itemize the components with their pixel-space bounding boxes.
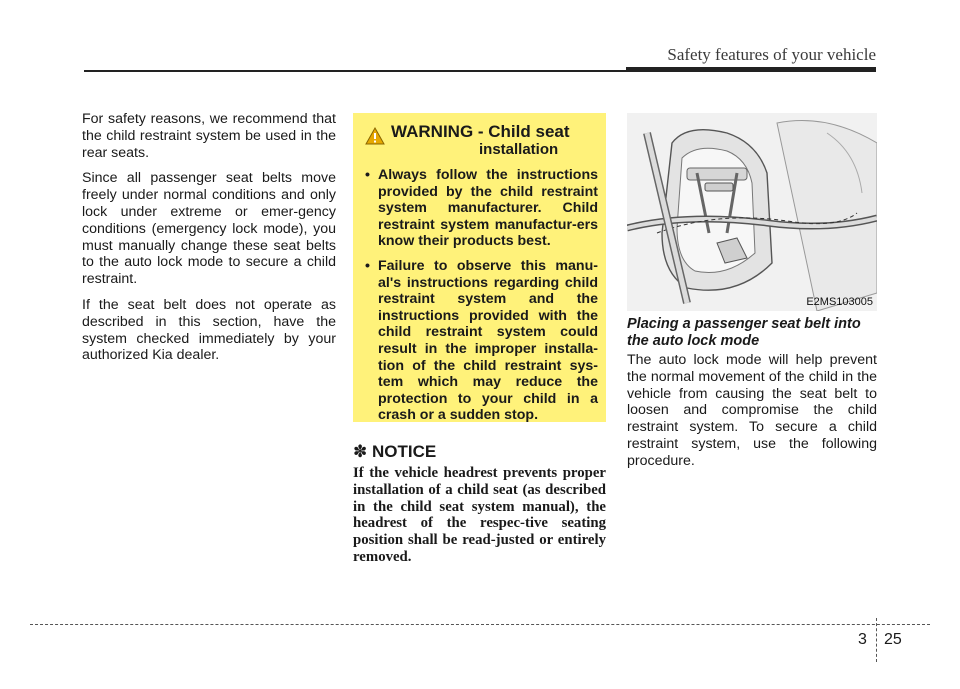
paragraph: For safety reasons, we recommend that the child restraint system be used in the rear seats. — [82, 111, 336, 161]
warning-item: • Failure to observe this manu-al's instructions regarding child restraint system and the instructions provided with the child restraint system could result in the improper installa-tion of the child restraint sys-tem which may reduce the protection to your child in a crash or a sudden stop. — [365, 258, 598, 424]
chapter-number: 3 — [858, 631, 867, 648]
warning-label: WARNING - Child seat — [391, 122, 570, 141]
section-title: Safety features of your vehicle — [667, 45, 876, 64]
warning-header — [365, 123, 598, 159]
warning-box — [353, 113, 606, 422]
footer-divider — [876, 618, 877, 662]
footer-rule — [30, 624, 930, 625]
sub-heading: Placing a passenger seat belt into the auto lock mode — [627, 316, 861, 349]
warning-title — [391, 123, 570, 159]
warning-triangle-icon — [365, 127, 391, 150]
notice-title: ✽ NOTICE — [353, 442, 437, 461]
warning-list — [365, 167, 598, 424]
right-column-body: The auto lock mode will help prevent the normal movement of the child in the vehicle from causing the seat belt to loosen and compromise the child restraint system. To secure a child restraint system, use the following procedure. — [627, 352, 877, 469]
page-number: 25 — [884, 631, 902, 648]
child-seat-drawing — [627, 113, 877, 311]
warning-item: • Always follow the instructions provided by the child restraint system manufacturer. Child restraint system manufactur-ers know their products best. — [365, 167, 598, 250]
warning-label-line2: installation — [479, 141, 559, 158]
notice-body: If the vehicle headrest prevents proper installation of a child seat (as described in the child seat system manual), the headrest of the respec-tive seating position shall be read-justed or entirely removed. — [353, 465, 606, 565]
figure-code: E2MS103005 — [806, 296, 873, 308]
child-seat-illustration — [627, 113, 877, 311]
left-column — [82, 111, 336, 373]
paragraph: If the seat belt does not operate as described in this section, have the system checked immediately by your authorized Kia dealer. — [82, 296, 336, 364]
header-rule-accent — [626, 67, 876, 72]
paragraph: Since all passenger seat belts move freely under normal conditions and only lock under extreme or emer-gency conditions (emergency lock mode), you must manually change these seat belts to the auto lock mode to secure a child restraint. — [82, 170, 336, 288]
